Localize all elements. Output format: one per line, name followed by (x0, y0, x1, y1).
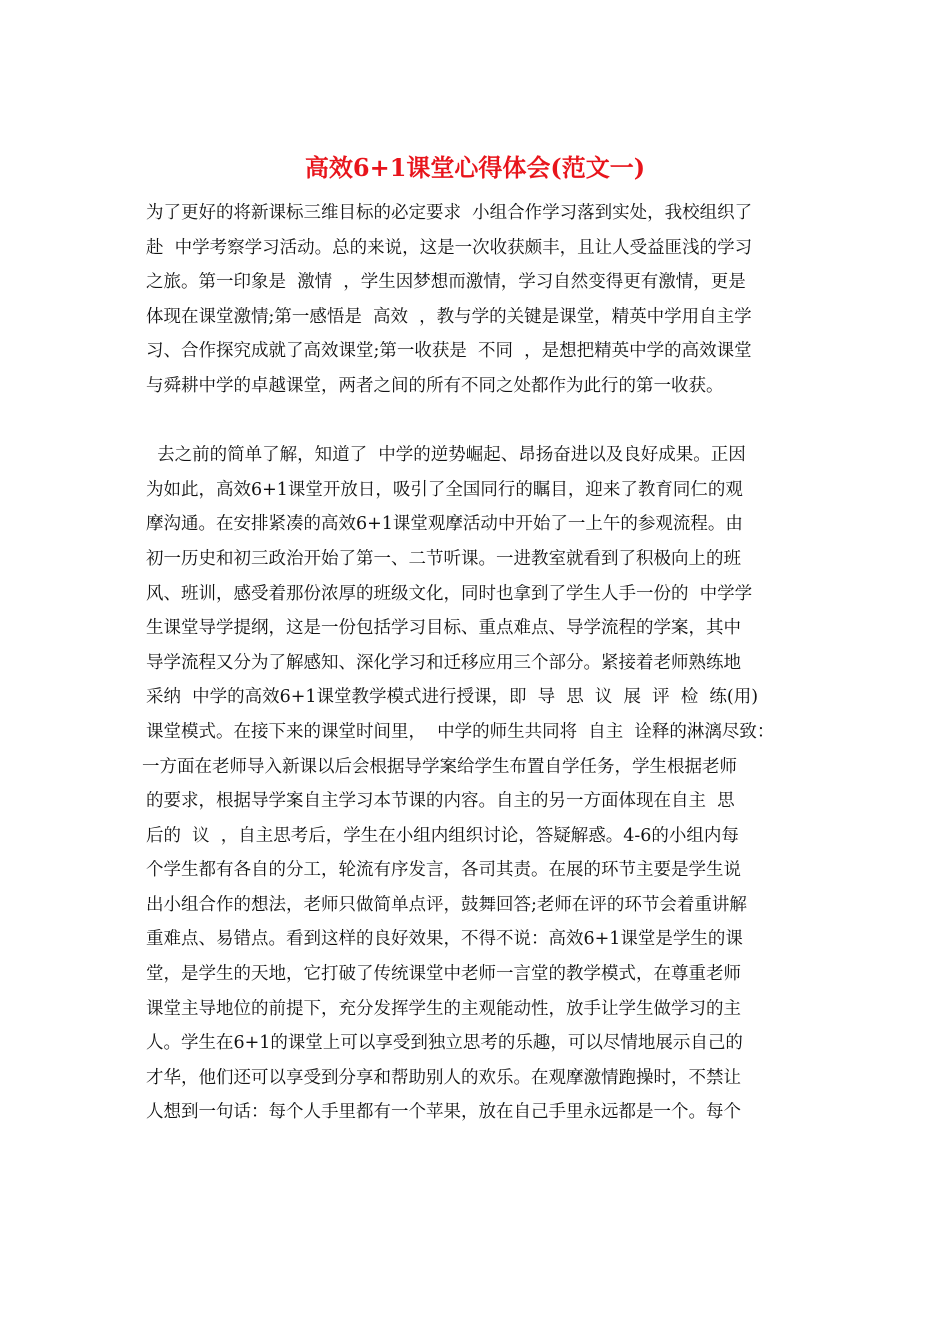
text-line: 课堂模式。在接下来的课堂时间里， 中学的师生共同将 自主 诠释的淋漓尽致： (146, 721, 775, 742)
text-line: 出小组合作的想法，老师只做简单点评，鼓舞回答;老师在评的环节会着重讲解 (146, 894, 747, 915)
text-line: 初一历史和初三政治开始了第一、二节听课。一进教室就看到了积极向上的班 (146, 548, 741, 569)
text-line: 采纳 中学的高效6+1课堂教学模式进行授课，即 导 思 议 展 评 检 练(用) (146, 687, 759, 708)
text-line: 才华，他们还可以享受到分享和帮助别人的欢乐。在观摩激情跑操时，不禁让 (146, 1067, 741, 1088)
text-line: 之旅。第一印象是 激情 ，学生因梦想而激情，学习自然变得更有激情，更是 (146, 272, 746, 293)
text-line: 去之前的简单了解，知道了 中学的逆势崛起、昂扬奋进以及良好成果。正因 (146, 445, 746, 466)
text-line: 赴 中学考察学习活动。总的来说，这是一次收获颇丰，且让人受益匪浅的学习 (146, 237, 753, 258)
text-line: 堂，是学生的天地，它打破了传统课堂中老师一言堂的教学模式，在尊重老师 (146, 964, 741, 985)
text-line: 课堂主导地位的前提下，充分发挥学生的主观能动性，放手让学生做学习的主 (146, 998, 741, 1019)
text-line: 与舜耕中学的卓越课堂，两者之间的所有不同之处都作为此行的第一收获。 (146, 375, 724, 396)
text-line: 摩沟通。在安排紧凑的高效6+1课堂观摩活动中开始了一上午的参观流程。由 (146, 514, 743, 535)
text-line: 一方面在老师导入新课以后会根据导学案给学生布置自学任务，学生根据老师 (142, 756, 737, 777)
paragraph-spacer (146, 404, 826, 439)
text-line: 个学生都有各自的分工，轮流有序发言，各司其责。在展的环节主要是学生说 (146, 860, 741, 881)
text-line: 生课堂导学提纲，这是一份包括学习目标、重点难点、导学流程的学案，其中 (146, 618, 741, 639)
text-line: 人想到一句话：每个人手里都有一个苹果，放在自己手里永远都是一个。每个 (146, 1102, 741, 1123)
paragraph-1 (146, 196, 826, 404)
text-line: 体现在课堂激情;第一感悟是 高效 ，教与学的关键是课堂，精英中学用自主学 (146, 306, 752, 327)
text-line: 习、合作探究成就了高效课堂;第一收获是 不同 ，是想把精英中学的高效课堂 (146, 341, 752, 362)
text-line: 人。学生在6+1的课堂上可以享受到独立思考的乐趣，可以尽情地展示自己的 (146, 1033, 743, 1054)
text-line: 风、班训，感受着那份浓厚的班级文化，同时也拿到了学生人手一份的 中学学 (146, 583, 753, 604)
text-line: 为如此，高效6+1课堂开放日，吸引了全国同行的瞩目，迎来了教育同仁的观 (146, 479, 743, 500)
document-body (142, 196, 826, 1130)
paragraph-2 (142, 438, 826, 1130)
text-line: 后的 议 ，自主思考后，学生在小组内组织讨论，答疑解惑。4-6的小组内每 (146, 825, 739, 846)
document-title: 高效6+1课堂心得体会(范文一) (304, 153, 646, 182)
text-line: 重难点、易错点。看到这样的良好效果，不得不说：高效6+1课堂是学生的课 (146, 929, 743, 950)
text-line: 导学流程又分为了解感知、深化学习和迁移应用三个部分。紧接着老师熟练地 (146, 652, 741, 673)
text-line: 的要求，根据导学案自主学习本节课的内容。自主的另一方面体现在自主 思 (146, 791, 735, 812)
text-line: 为了更好的将新课标三维目标的必定要求 小组合作学习落到实处，我校组织了 (146, 203, 753, 223)
